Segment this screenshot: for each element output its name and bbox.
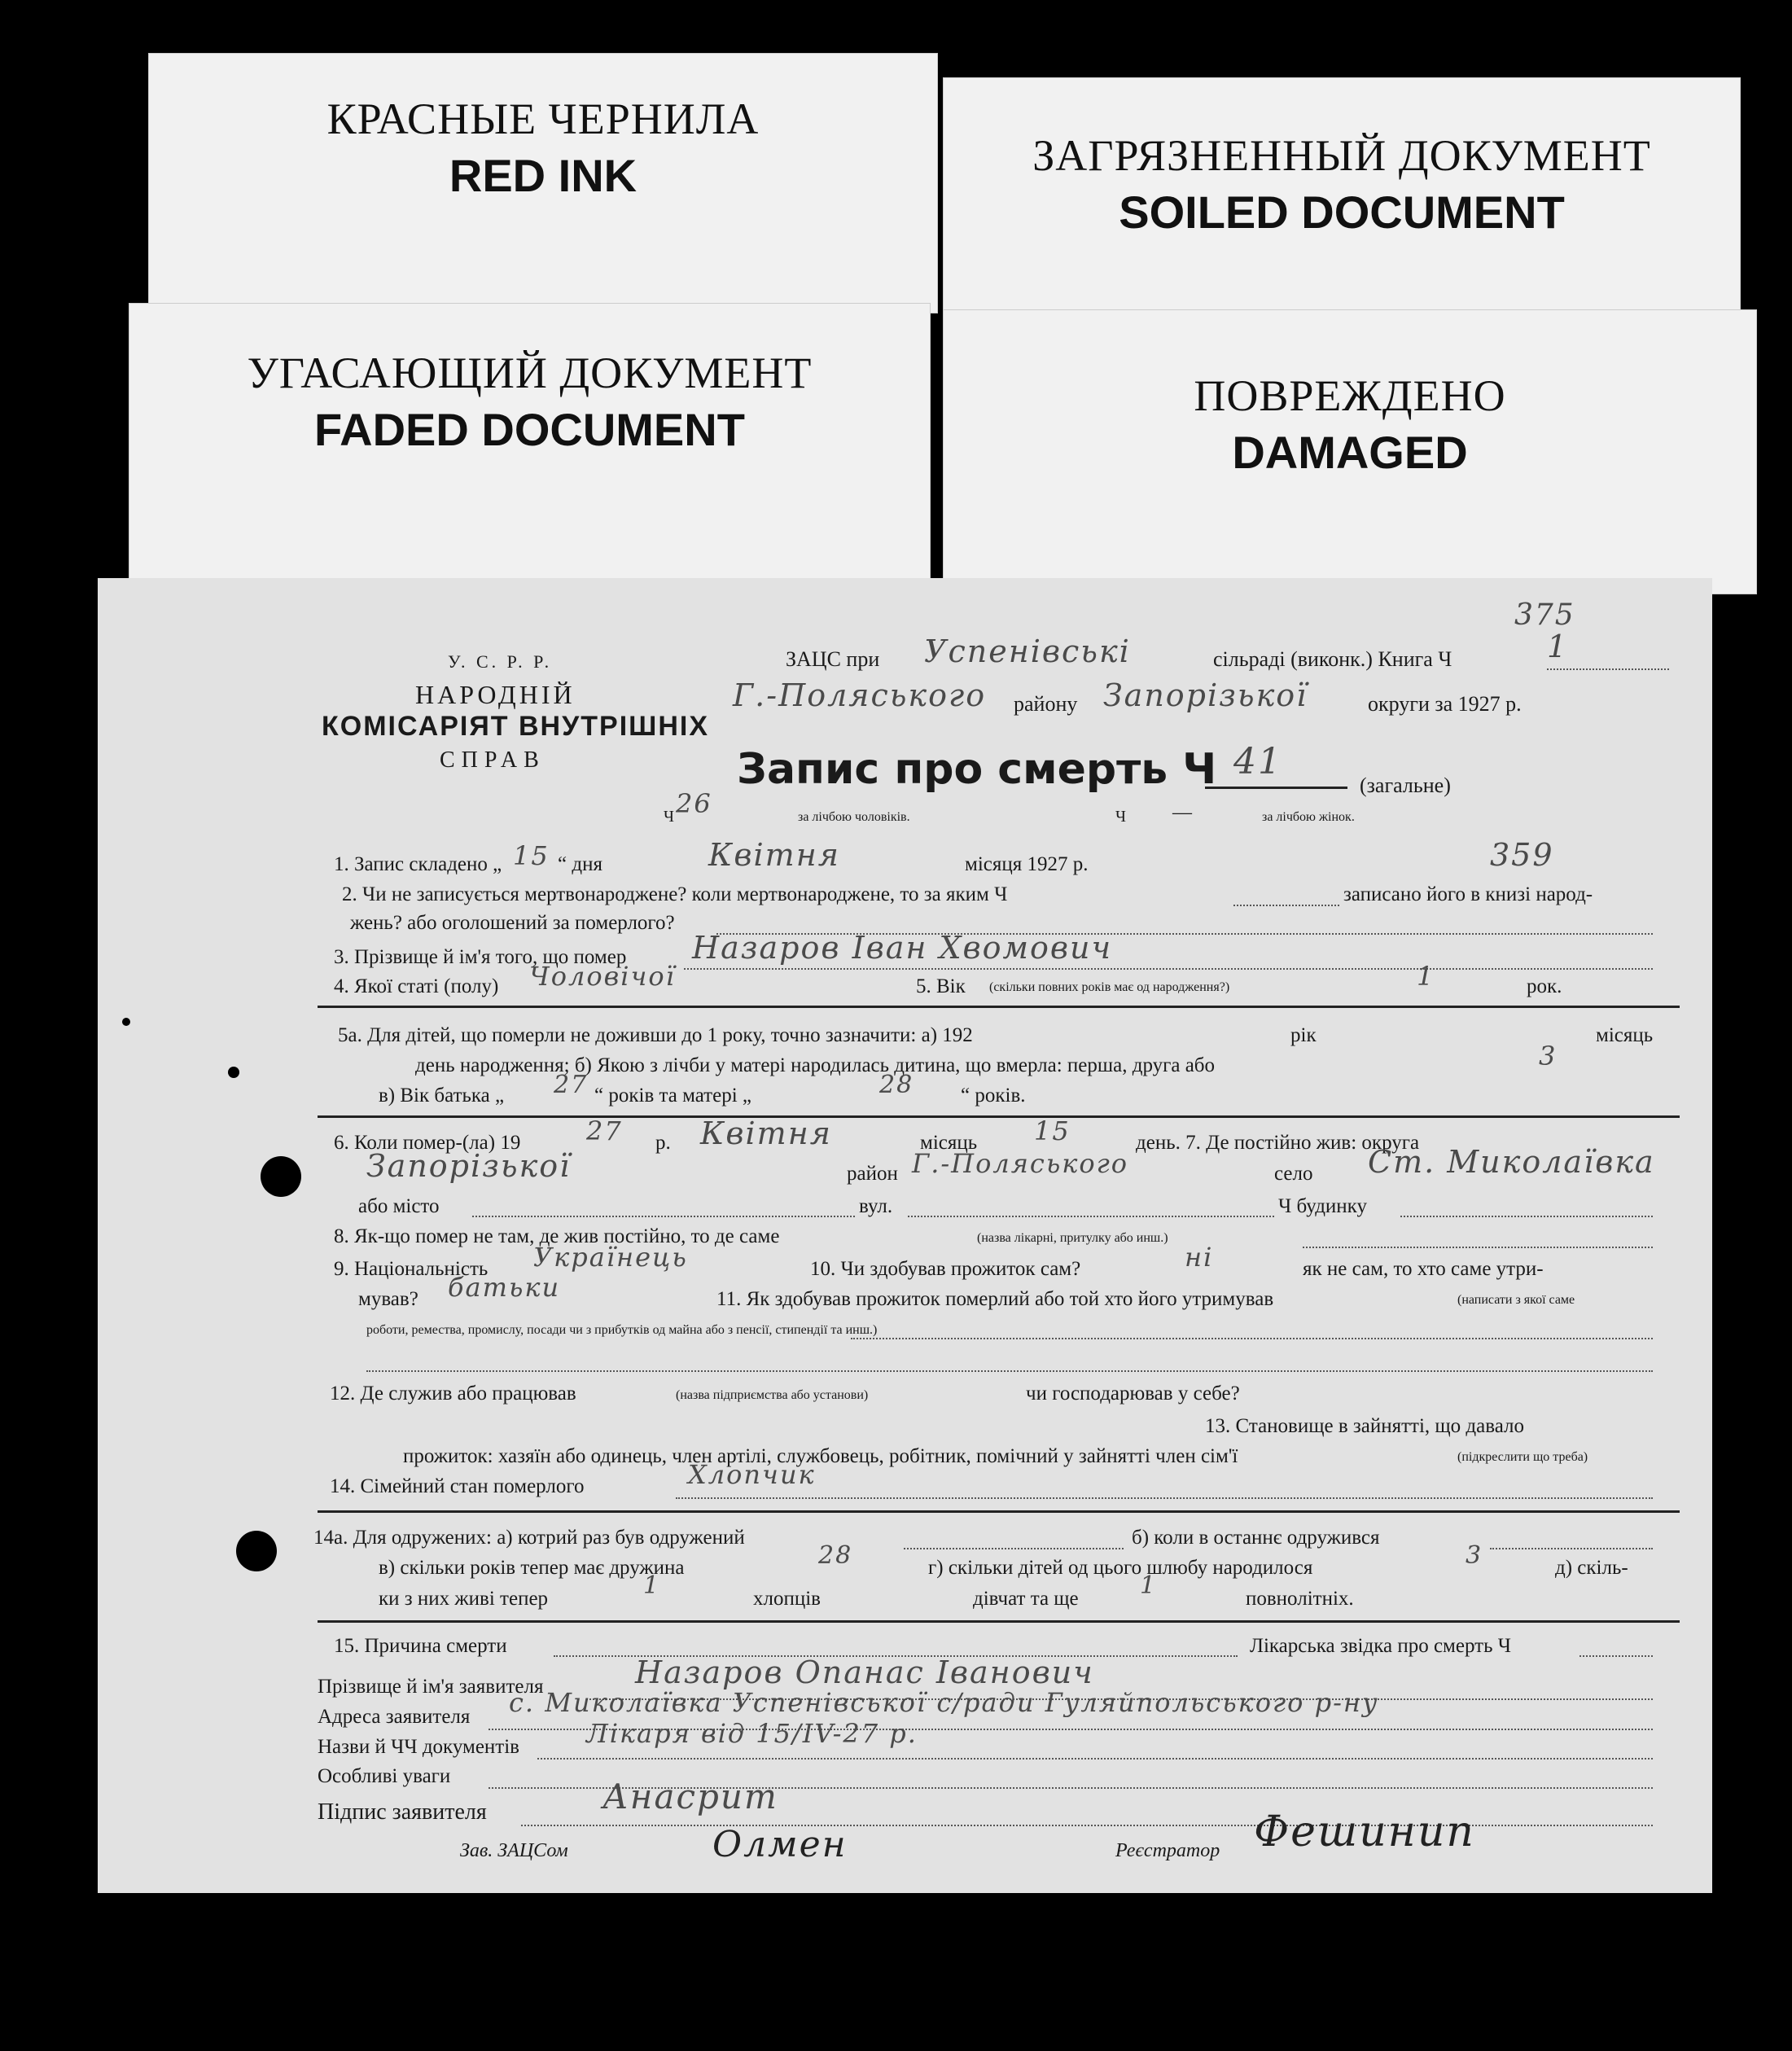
section-divider [318, 1620, 1680, 1623]
field-8-line [1303, 1246, 1653, 1248]
field-15-line-2 [1580, 1654, 1653, 1657]
field-14a3-label-c: дівчат та ще [973, 1588, 1079, 1610]
field-5-unit: рок. [1527, 975, 1562, 997]
girls-adult-hw: 1 [1140, 1571, 1158, 1600]
card-en-text: DAMAGED [1232, 427, 1468, 478]
book-number-hw: 1 [1547, 629, 1569, 664]
notes-label: Особливі уваги [318, 1765, 451, 1787]
field-10-label: 10. Чи здобував прожиток сам? [810, 1258, 1081, 1280]
field-14-label: 14. Сімейний стан померлого [330, 1475, 585, 1497]
field-14a3-label: ки з них живі тепер [379, 1588, 549, 1610]
punch-hole [236, 1531, 277, 1571]
field-7-house-label: Ч будинку [1278, 1195, 1367, 1217]
documents-line [537, 1757, 1653, 1760]
field-13-label: 13. Становище в зайнятті, що давало [1205, 1415, 1524, 1437]
card-ru-text: КРАСНЫЕ ЧЕРНИЛА [326, 94, 760, 143]
zags-village-hw: Успенівські [924, 633, 1131, 669]
documents-hw: Лікаря від 15/IV-27 р. [586, 1718, 918, 1749]
faded-document-card [129, 303, 931, 596]
raion-label: району [1014, 692, 1078, 716]
nationality-hw: Українець [533, 1242, 688, 1273]
book-number-line [1547, 668, 1669, 670]
field-7-house-line [1400, 1215, 1653, 1217]
death-month-hw: Квітня [700, 1115, 832, 1151]
field-3-label: 3. Прізвище й ім'я того, що помер [334, 946, 627, 968]
org-line-2: КОМІСАРІЯТ ВНУТРІШНІХ [322, 711, 709, 742]
marital-status-hw: Хлопчик [688, 1459, 816, 1490]
field-5a-line-2: день народження; б) Якою з лічби у матері народилась дитина, що вмерла: перша, друга або [415, 1054, 1216, 1076]
female-count-label: за лічбою жінок. [1262, 810, 1355, 824]
field-8-label: 8. Як-що помер не там, де жив постійно, то де саме [334, 1225, 780, 1247]
field-11-line-2 [366, 1370, 1653, 1372]
field-6-label-c: місяць [920, 1132, 978, 1154]
card-ru-text: ЗАГРЯЗНЕННЫЙ ДОКУМЕНТ [1032, 131, 1651, 180]
field-14-line [676, 1497, 1653, 1499]
field-10-label-c: мував? [358, 1288, 418, 1310]
field-7-raion-label: район [847, 1163, 898, 1185]
field-5a-line-3c: “ років. [961, 1085, 1026, 1107]
field-15-label: 15. Причина смерти [334, 1635, 507, 1657]
field-5a-label-b: рік [1290, 1024, 1317, 1046]
record-title: Запис про смерть Ч [737, 745, 1217, 794]
selrada-label: сільраді (виконк.) Книга Ч [1213, 647, 1452, 671]
field-5a-label: 5а. Для дітей, що померли не доживши до 1 року, точно зазначити: а) 192 [338, 1024, 973, 1046]
punch-hole [228, 1067, 239, 1078]
birth-order-hw: 3 [1539, 1041, 1558, 1072]
field-5-label: 5. Вік [916, 975, 966, 997]
field-1-label-b: “ дня [558, 853, 602, 875]
father-age-hw: 27 [554, 1071, 589, 1099]
org-line-3: СПРАВ [440, 747, 545, 773]
applicant-name-label: Прізвище й ім'я заявителя [318, 1676, 544, 1698]
field-2-label: 2. Чи не записується мертвонароджене? коли мертвонароджене, то за яким Ч [342, 883, 1008, 905]
field-12-label: 12. Де служив або працював [330, 1383, 576, 1405]
residence-raion-hw: Г.-Поляського [912, 1148, 1129, 1179]
registrar-label: Реєстратор [1115, 1840, 1220, 1861]
field-7-label: день. 7. Де постійно жив: округа [1136, 1132, 1420, 1154]
field-14a-line-2 [1490, 1547, 1653, 1549]
death-day-hw: 15 [1034, 1115, 1071, 1146]
card-en-text: FADED DOCUMENT [314, 404, 745, 455]
section-divider [318, 1510, 1680, 1513]
general-label: (загальне) [1360, 774, 1451, 797]
field-2-label-b: записано його в книзі народ- [1343, 883, 1593, 905]
field-13-hint: (підкреслити що треба) [1457, 1450, 1588, 1464]
card-ru-text: ПОВРЕЖДЕНО [1194, 371, 1506, 420]
okrug-year-label: округи за 1927 р. [1368, 692, 1522, 716]
field-9-label: 9. Національність [334, 1258, 489, 1280]
field-14a2-label-c: д) скіль- [1555, 1557, 1628, 1579]
damaged-card [943, 309, 1757, 594]
ussr-label: У. С. Р. Р. [448, 651, 553, 672]
boys-alive-hw: 1 [643, 1571, 661, 1600]
card-ru-text: УГАСАЮЩИЙ ДОКУМЕНТ [247, 348, 813, 397]
sex-hw: Чоловічої [529, 961, 676, 992]
field-1-label: 1. Запис складено „ [334, 853, 502, 875]
field-14a-line [904, 1547, 1124, 1549]
field-7-street-line [908, 1215, 1274, 1217]
field-1-number-hw: 359 [1490, 837, 1554, 873]
section-divider [318, 1115, 1680, 1118]
field-5a-line-3b: “ років та матері „ [594, 1085, 751, 1107]
record-number-line [1205, 786, 1347, 789]
applicant-name-hw: Назаров Опанас Іванович [635, 1654, 1094, 1690]
self-support-hw: ні [1185, 1242, 1214, 1273]
field-14a2-label: в) скільки років тепер має дружина [379, 1557, 685, 1579]
field-5a-label-c: місяць [1596, 1024, 1654, 1046]
field-5a-line-3: в) Вік батька „ [379, 1085, 505, 1107]
red-ink-card [148, 53, 938, 313]
field-4-label: 4. Якої статі (полу) [334, 975, 499, 997]
head-label: Зав. ЗАЦСом [460, 1840, 568, 1861]
punch-hole [261, 1156, 301, 1197]
field-14a-label-b: б) коли в останнє одружився [1132, 1527, 1380, 1549]
male-prefix: Ч [664, 808, 674, 826]
field-1-label-c: місяця 1927 р. [965, 853, 1089, 875]
residence-okrug-hw: Запорізької [366, 1148, 572, 1184]
supporter-hw: батьки [448, 1272, 561, 1303]
female-prefix: Ч [1115, 808, 1126, 826]
section-divider [318, 1006, 1680, 1008]
applicant-signature-line [521, 1824, 1653, 1826]
deceased-name-hw: Назаров Іван Хвомович [692, 930, 1113, 966]
field-14a3-label-d: повнолітніх. [1246, 1588, 1354, 1610]
district-hw: Г.-Поляського [733, 677, 987, 713]
wife-age-hw: 28 [818, 1541, 853, 1570]
field-11-line [851, 1337, 1653, 1339]
applicant-signature-label: Підпис заявителя [318, 1799, 487, 1825]
residence-village-hw: Ст. Миколаївка [1368, 1144, 1655, 1180]
punch-hole [122, 1018, 130, 1026]
field-6-label: 6. Коли помер-(ла) 19 [334, 1132, 521, 1154]
field-7-city-label: або місто [358, 1195, 440, 1217]
field-6-label-b: р. [655, 1132, 671, 1154]
field-11-label: 11. Як здобував прожиток померлий або той хто його утримував [716, 1288, 1274, 1310]
field-8-hint: (назва лікарні, притулку або инш.) [977, 1231, 1168, 1245]
documents-label: Назви й ЧЧ документів [318, 1736, 519, 1758]
record-number-hw: 41 [1233, 741, 1282, 782]
male-count-label: за лічбою чоловіків. [798, 810, 910, 824]
field-14a2-label-b: г) скільки дітей од цього шлюбу народилося [928, 1557, 1313, 1579]
age-hw: 1 [1417, 961, 1435, 992]
field-10-label-b: як не сам, то хто саме утри- [1303, 1258, 1544, 1280]
okrug-hw: Запорізької [1103, 677, 1308, 713]
head-signature: Олмен [712, 1824, 848, 1865]
field-5-hint: (скільки повних років має од народження?) [989, 980, 1230, 994]
field-7-street-label: вул. [859, 1195, 893, 1217]
field-11-hint: (написати з якої саме [1457, 1293, 1575, 1307]
death-year-hw: 27 [586, 1115, 623, 1146]
page-number: 375 [1514, 598, 1575, 632]
applicant-signature: Анасрит [602, 1777, 778, 1817]
field-1-day-hw: 15 [513, 840, 550, 871]
card-en-text: RED INK [449, 150, 637, 201]
field-14a-label: 14а. Для одружених: а) котрий раз був одружений [313, 1527, 745, 1549]
applicant-address-hw: с. Миколаївка Успенівської с/ради Гуляйпольського р-ну [509, 1687, 1379, 1718]
registrar-signature: Фешинип [1254, 1808, 1475, 1856]
mother-age-hw: 28 [879, 1071, 914, 1099]
field-2-label-c: жень? або оголошений за померлого? [350, 912, 675, 934]
male-number-hw: 26 [676, 788, 712, 819]
death-record-form [98, 578, 1712, 1893]
field-12-label-b: чи господарював у себе? [1026, 1383, 1240, 1405]
zags-label: ЗАЦС при [786, 647, 880, 671]
female-number: — [1172, 802, 1192, 823]
field-14a3-label-b: хлопців [753, 1588, 821, 1610]
field-7-city-line [472, 1215, 855, 1217]
field-13-label-b: прожиток: хазяїн або одинець, член артілі, службовець, робітник, помічний у зайнятті член сім'ї [403, 1445, 1238, 1467]
card-en-text: SOILED DOCUMENT [1119, 186, 1565, 238]
field-2-line [1233, 904, 1339, 906]
field-12-hint: (назва підприємства або установи) [676, 1388, 869, 1402]
field-7-selo-label: село [1274, 1163, 1313, 1185]
field-11-hint-2: роботи, ремества, промислу, посади чи з прибутків од майна або з пенсії, стипендії та инш.) [366, 1323, 878, 1337]
applicant-address-label: Адреса заявителя [318, 1706, 471, 1728]
field-15-label-b: Лікарська звідка про смерть Ч [1250, 1635, 1511, 1657]
field-1-month-hw: Квітня [708, 837, 840, 873]
children-born-hw: 3 [1466, 1541, 1483, 1570]
org-line-1: НАРОДНІЙ [415, 680, 576, 709]
field-3-line [684, 967, 1653, 970]
